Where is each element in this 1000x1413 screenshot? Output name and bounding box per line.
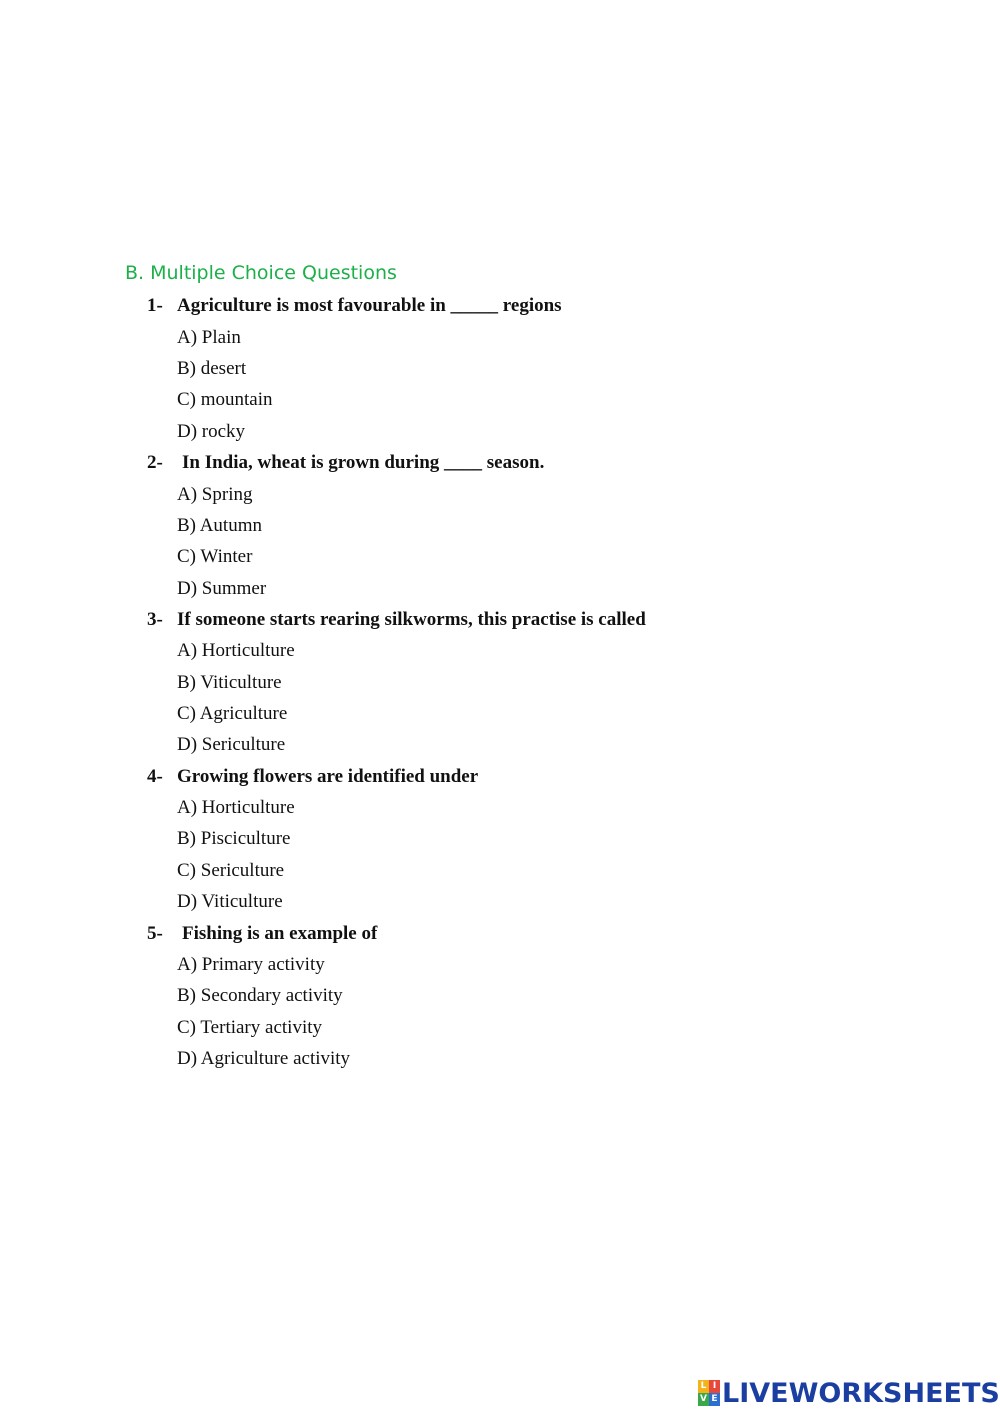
question-text: Fishing is an example of bbox=[182, 923, 378, 944]
option[interactable]: A) Horticulture bbox=[177, 797, 295, 818]
option[interactable]: A) Plain bbox=[177, 327, 241, 348]
logo-block-icon: V bbox=[698, 1393, 709, 1406]
logo-block-icon: E bbox=[709, 1393, 720, 1406]
question-text: Growing flowers are identified under bbox=[177, 766, 479, 787]
option[interactable]: C) mountain bbox=[177, 389, 273, 410]
option[interactable]: D) Summer bbox=[177, 578, 267, 599]
question-number: 2- bbox=[147, 452, 163, 473]
option[interactable]: C) Sericulture bbox=[177, 860, 285, 881]
question-number: 5- bbox=[147, 923, 163, 944]
option[interactable]: D) Viticulture bbox=[177, 891, 283, 912]
option[interactable]: A) Primary activity bbox=[177, 954, 325, 975]
question-number: 3- bbox=[147, 609, 163, 630]
question-number: 1- bbox=[147, 295, 163, 316]
option[interactable]: C) Agriculture bbox=[177, 703, 288, 724]
option[interactable]: B) Autumn bbox=[177, 515, 262, 536]
option[interactable]: D) Sericulture bbox=[177, 734, 286, 755]
question-3 bbox=[147, 609, 646, 631]
option[interactable]: B) Secondary activity bbox=[177, 985, 343, 1006]
option[interactable]: B) desert bbox=[177, 358, 247, 379]
option[interactable]: A) Spring bbox=[177, 484, 253, 505]
question-4 bbox=[147, 766, 478, 788]
option[interactable]: A) Horticulture bbox=[177, 640, 295, 661]
liveworksheets-icon bbox=[698, 1380, 720, 1406]
question-text: Agriculture is most favourable in _____ regions bbox=[177, 295, 562, 316]
logo-block-icon: I bbox=[709, 1380, 720, 1393]
section-heading: B. Multiple Choice Questions bbox=[125, 262, 397, 284]
question-text: In India, wheat is grown during ____ season. bbox=[182, 452, 545, 473]
option[interactable]: B) Pisciculture bbox=[177, 828, 291, 849]
liveworksheets-logo bbox=[698, 1378, 1000, 1408]
question-5 bbox=[147, 923, 377, 945]
logo-block-icon: L bbox=[698, 1380, 709, 1393]
question-1 bbox=[147, 295, 562, 317]
question-2 bbox=[147, 452, 544, 474]
question-text: If someone starts rearing silkworms, this practise is called bbox=[177, 609, 646, 630]
option[interactable]: D) Agriculture activity bbox=[177, 1048, 351, 1069]
brand-name: LIVEWORKSHEETS bbox=[722, 1377, 1000, 1409]
option[interactable]: B) Viticulture bbox=[177, 672, 282, 693]
option[interactable]: C) Tertiary activity bbox=[177, 1017, 322, 1038]
option[interactable]: C) Winter bbox=[177, 546, 253, 567]
option[interactable]: D) rocky bbox=[177, 421, 246, 442]
question-number: 4- bbox=[147, 766, 163, 787]
